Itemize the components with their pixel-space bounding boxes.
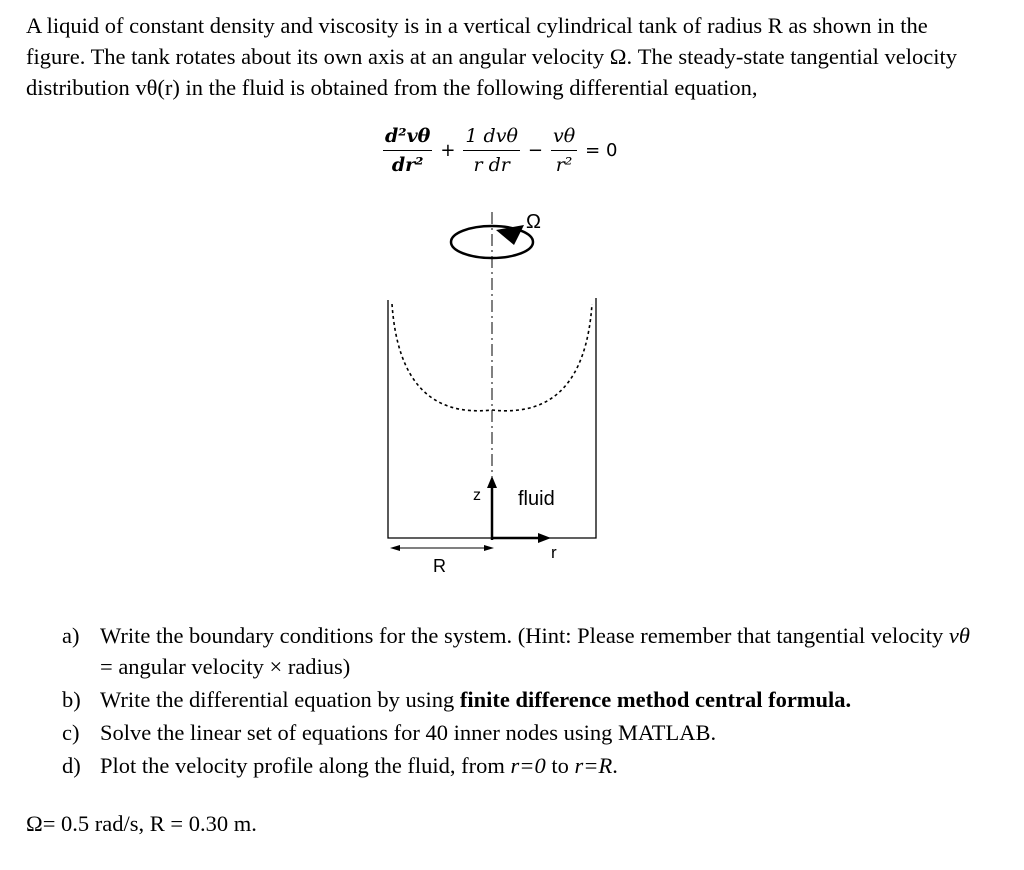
tank-figure	[370, 200, 620, 590]
question-text-after: = angular velocity × radius)	[100, 654, 351, 679]
dimension-arrow-left-icon	[390, 545, 400, 551]
question-text: Plot the velocity profile along the fluid, from	[100, 753, 511, 778]
question-text: Write the boundary conditions for the system. (Hint: Please remember that tangential velocity	[100, 623, 949, 648]
question-d	[62, 750, 982, 781]
term-velocity-over-r2	[551, 124, 577, 177]
dimension-arrow-right-icon	[484, 545, 494, 551]
question-c	[62, 717, 982, 748]
question-list	[62, 620, 982, 783]
range-period: .	[612, 753, 618, 778]
question-text: Solve the linear set of equations for 40 inner nodes using MATLAB.	[100, 720, 717, 745]
question-text: Write the differential equation by using	[100, 687, 460, 712]
given-parameters: Ω= 0.5 rad/s, R = 0.30 m.	[26, 811, 257, 836]
term3-numerator: vθ	[551, 124, 577, 151]
range-mid: to	[545, 753, 575, 778]
rotation-arrow-icon	[496, 225, 524, 245]
term1-denominator: dr²	[391, 153, 424, 176]
term2-denominator: r dr	[473, 153, 510, 176]
term1-numerator: d²vθ	[383, 124, 432, 151]
term3-denominator: r²	[555, 153, 573, 176]
question-marker: b)	[62, 687, 81, 712]
tank-diagram	[370, 200, 620, 590]
equation-rhs: = 0	[585, 139, 618, 161]
range-end: r=R	[574, 753, 613, 778]
fluid-label: fluid	[518, 488, 555, 510]
problem-intro: A liquid of constant density and viscosity is in a vertical cylindrical tank of radius R as shown in the figure. The tank rotates about its own axis at an angular velocity Ω. The steady-state tangential velocity distribution vθ(r) in the fluid is obtained from the following differential equation,	[26, 13, 958, 100]
differential-equation	[380, 115, 622, 185]
term2-numerator: 1 dvθ	[463, 124, 519, 151]
question-bold-text: finite difference method central formula.	[459, 687, 852, 712]
omega-label: Ω	[526, 211, 541, 233]
radius-label: R	[433, 556, 446, 576]
range-start: r=0	[510, 753, 546, 778]
z-arrow-icon	[487, 476, 497, 488]
plus-operator: +	[440, 139, 456, 161]
term-first-derivative	[463, 124, 519, 177]
r-arrow-icon	[538, 533, 551, 543]
r-label: r	[551, 543, 557, 562]
question-a	[62, 620, 982, 682]
term-second-derivative	[383, 124, 432, 177]
z-label: z	[473, 487, 481, 504]
question-marker: a)	[62, 623, 80, 648]
question-marker: d)	[62, 753, 81, 778]
question-b	[62, 684, 982, 715]
velocity-symbol: vθ	[948, 623, 970, 648]
minus-operator: −	[527, 139, 543, 161]
question-marker: c)	[62, 720, 80, 745]
